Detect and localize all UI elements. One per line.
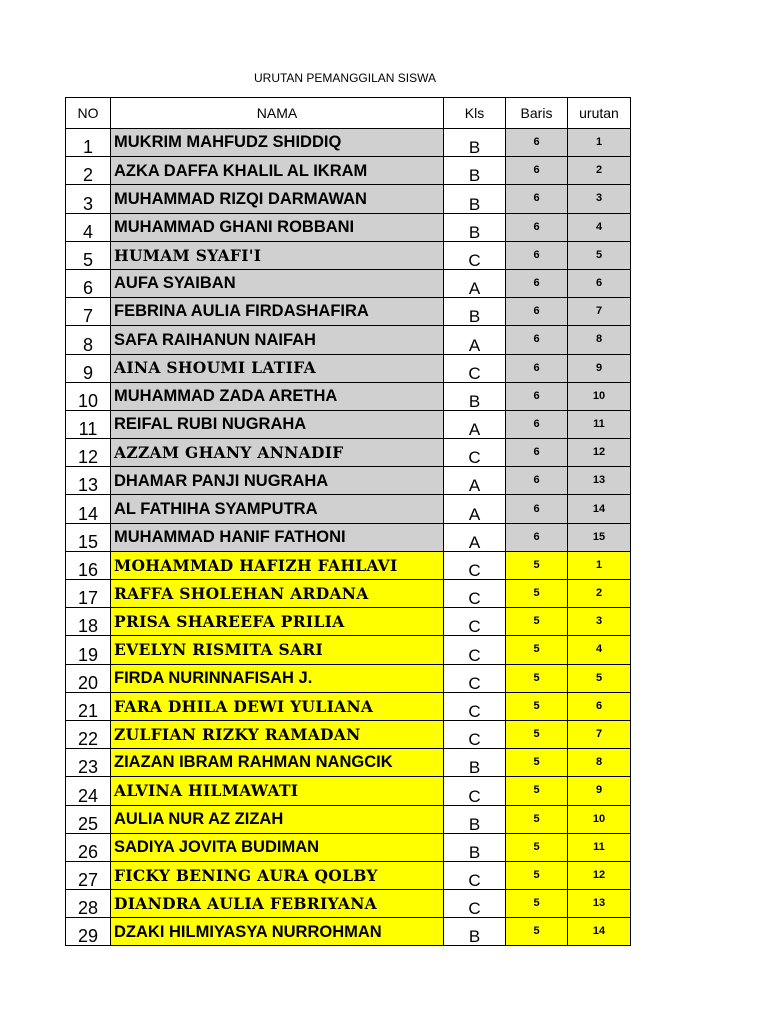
row-nama: DHAMAR PANJI NUGRAHA [111, 467, 444, 495]
row-kls: A [444, 495, 506, 523]
row-baris: 6 [506, 495, 568, 523]
row-kls: B [444, 213, 506, 241]
row-no: 5 [66, 241, 111, 269]
row-no: 6 [66, 269, 111, 297]
table-row [66, 861, 631, 889]
row-nama: MOHAMMAD HAFIZH FAHLAVI [111, 551, 444, 579]
row-no: 22 [66, 720, 111, 748]
row-kls: C [444, 636, 506, 664]
row-kls: C [444, 692, 506, 720]
row-nama: AULIA NUR AZ ZIZAH [111, 805, 444, 833]
row-baris: 6 [506, 382, 568, 410]
row-urutan: 14 [568, 495, 631, 523]
row-kls: B [444, 805, 506, 833]
row-baris: 6 [506, 523, 568, 551]
table-row [66, 890, 631, 918]
table-row [66, 410, 631, 438]
row-no: 12 [66, 439, 111, 467]
row-urutan: 3 [568, 185, 631, 213]
row-kls: B [444, 157, 506, 185]
row-nama: MUHAMMAD HANIF FATHONI [111, 523, 444, 551]
row-kls: C [444, 608, 506, 636]
table-row [66, 608, 631, 636]
row-urutan: 3 [568, 608, 631, 636]
row-nama: MUKRIM MAHFUDZ SHIDDIQ [111, 129, 444, 157]
row-kls: C [444, 580, 506, 608]
row-kls: C [444, 241, 506, 269]
row-baris: 6 [506, 241, 568, 269]
row-nama: AL FATHIHA SYAMPUTRA [111, 495, 444, 523]
row-no: 26 [66, 833, 111, 861]
row-urutan: 4 [568, 636, 631, 664]
row-kls: B [444, 918, 506, 946]
row-kls: B [444, 129, 506, 157]
row-no: 14 [66, 495, 111, 523]
row-kls: C [444, 439, 506, 467]
row-kls: C [444, 777, 506, 805]
row-urutan: 10 [568, 382, 631, 410]
row-nama: FICKY BENING AURA QOLBY [111, 861, 444, 889]
row-urutan: 8 [568, 749, 631, 777]
row-kls: C [444, 890, 506, 918]
table-row [66, 833, 631, 861]
row-urutan: 1 [568, 129, 631, 157]
row-no: 21 [66, 692, 111, 720]
row-baris: 6 [506, 213, 568, 241]
table-row [66, 129, 631, 157]
row-kls: A [444, 523, 506, 551]
table-row [66, 692, 631, 720]
row-baris: 6 [506, 157, 568, 185]
row-no: 16 [66, 551, 111, 579]
row-baris: 6 [506, 326, 568, 354]
row-kls: C [444, 720, 506, 748]
table-body [66, 129, 631, 946]
row-nama: AZZAM GHANY ANNADIF [111, 439, 444, 467]
header-urutan: urutan [568, 98, 631, 129]
table-row [66, 185, 631, 213]
row-baris: 6 [506, 439, 568, 467]
row-nama: SAFA RAIHANUN NAIFAH [111, 326, 444, 354]
student-call-order-table [65, 97, 631, 946]
row-nama: ZIAZAN IBRAM RAHMAN NANGCIK [111, 749, 444, 777]
row-nama: FARA DHILA DEWI YULIANA [111, 692, 444, 720]
row-urutan: 6 [568, 692, 631, 720]
row-kls: A [444, 326, 506, 354]
row-nama: HUMAM SYAFI'I [111, 241, 444, 269]
row-no: 7 [66, 298, 111, 326]
row-urutan: 10 [568, 805, 631, 833]
row-urutan: 2 [568, 580, 631, 608]
row-nama: REIFAL RUBI NUGRAHA [111, 410, 444, 438]
row-baris: 5 [506, 749, 568, 777]
table-row [66, 157, 631, 185]
row-baris: 5 [506, 551, 568, 579]
row-kls: A [444, 410, 506, 438]
table-row [66, 805, 631, 833]
row-kls: C [444, 551, 506, 579]
row-kls: C [444, 861, 506, 889]
row-urutan: 14 [568, 918, 631, 946]
row-no: 9 [66, 354, 111, 382]
row-urutan: 12 [568, 439, 631, 467]
row-baris: 5 [506, 580, 568, 608]
row-kls: B [444, 749, 506, 777]
row-urutan: 2 [568, 157, 631, 185]
row-no: 29 [66, 918, 111, 946]
table-row [66, 326, 631, 354]
table-row [66, 664, 631, 692]
row-nama: MUHAMMAD ZADA ARETHA [111, 382, 444, 410]
row-no: 2 [66, 157, 111, 185]
row-kls: C [444, 354, 506, 382]
row-urutan: 11 [568, 410, 631, 438]
table-row [66, 720, 631, 748]
row-baris: 5 [506, 608, 568, 636]
table-row [66, 918, 631, 946]
row-baris: 6 [506, 269, 568, 297]
row-urutan: 4 [568, 213, 631, 241]
row-no: 17 [66, 580, 111, 608]
row-baris: 5 [506, 636, 568, 664]
row-nama: FIRDA NURINNAFISAH J. [111, 664, 444, 692]
row-baris: 5 [506, 664, 568, 692]
page-title: URUTAN PEMANGGILAN SISWA [253, 71, 437, 85]
row-nama: DZAKI HILMIYASYA NURROHMAN [111, 918, 444, 946]
row-urutan: 7 [568, 720, 631, 748]
table-row [66, 298, 631, 326]
row-nama: RAFFA SHOLEHAN ARDANA [111, 580, 444, 608]
row-kls: A [444, 467, 506, 495]
row-urutan: 9 [568, 777, 631, 805]
row-kls: B [444, 833, 506, 861]
table-header-row [66, 98, 631, 129]
row-baris: 5 [506, 918, 568, 946]
row-baris: 6 [506, 129, 568, 157]
row-urutan: 5 [568, 664, 631, 692]
table-row [66, 523, 631, 551]
row-nama: PRISA SHAREEFA PRILIA [111, 608, 444, 636]
table-row [66, 439, 631, 467]
row-urutan: 8 [568, 326, 631, 354]
table-row [66, 382, 631, 410]
row-nama: SADIYA JOVITA BUDIMAN [111, 833, 444, 861]
row-nama: AUFA SYAIBAN [111, 269, 444, 297]
header-nama: NAMA [111, 98, 444, 129]
row-baris: 6 [506, 298, 568, 326]
table-row [66, 551, 631, 579]
row-no: 19 [66, 636, 111, 664]
row-nama: AINA SHOUMI LATIFA [111, 354, 444, 382]
row-no: 3 [66, 185, 111, 213]
row-baris: 5 [506, 861, 568, 889]
row-nama: ZULFIAN RIZKY RAMADAN [111, 720, 444, 748]
row-urutan: 13 [568, 467, 631, 495]
table-row [66, 241, 631, 269]
header-baris: Baris [506, 98, 568, 129]
row-no: 24 [66, 777, 111, 805]
row-kls: B [444, 298, 506, 326]
table-row [66, 777, 631, 805]
row-kls: C [444, 664, 506, 692]
row-no: 4 [66, 213, 111, 241]
row-baris: 5 [506, 777, 568, 805]
row-urutan: 11 [568, 833, 631, 861]
table-row [66, 495, 631, 523]
table-row [66, 354, 631, 382]
row-baris: 6 [506, 354, 568, 382]
row-no: 20 [66, 664, 111, 692]
row-baris: 5 [506, 833, 568, 861]
row-urutan: 7 [568, 298, 631, 326]
row-urutan: 1 [568, 551, 631, 579]
header-no: NO [66, 98, 111, 129]
row-nama: MUHAMMAD GHANI ROBBANI [111, 213, 444, 241]
row-baris: 6 [506, 467, 568, 495]
table-row [66, 269, 631, 297]
row-baris: 6 [506, 410, 568, 438]
row-baris: 5 [506, 805, 568, 833]
row-kls: B [444, 185, 506, 213]
row-urutan: 13 [568, 890, 631, 918]
row-nama: DIANDRA AULIA FEBRIYANA [111, 890, 444, 918]
row-nama: ALVINA HILMAWATI [111, 777, 444, 805]
row-urutan: 6 [568, 269, 631, 297]
row-baris: 5 [506, 890, 568, 918]
row-nama: EVELYN RISMITA SARI [111, 636, 444, 664]
row-baris: 5 [506, 720, 568, 748]
row-kls: B [444, 382, 506, 410]
row-no: 8 [66, 326, 111, 354]
row-no: 28 [66, 890, 111, 918]
row-kls: A [444, 269, 506, 297]
row-no: 27 [66, 861, 111, 889]
table-row [66, 467, 631, 495]
row-baris: 5 [506, 692, 568, 720]
row-urutan: 12 [568, 861, 631, 889]
row-no: 13 [66, 467, 111, 495]
row-no: 23 [66, 749, 111, 777]
row-no: 10 [66, 382, 111, 410]
table-row [66, 749, 631, 777]
row-urutan: 9 [568, 354, 631, 382]
header-kls: Kls [444, 98, 506, 129]
row-urutan: 15 [568, 523, 631, 551]
row-no: 15 [66, 523, 111, 551]
table-row [66, 213, 631, 241]
row-nama: FEBRINA AULIA FIRDASHAFIRA [111, 298, 444, 326]
row-nama: AZKA DAFFA KHALIL AL IKRAM [111, 157, 444, 185]
table-row [66, 636, 631, 664]
row-no: 25 [66, 805, 111, 833]
table-row [66, 580, 631, 608]
row-no: 1 [66, 129, 111, 157]
row-baris: 6 [506, 185, 568, 213]
row-no: 18 [66, 608, 111, 636]
row-nama: MUHAMMAD RIZQI DARMAWAN [111, 185, 444, 213]
row-no: 11 [66, 410, 111, 438]
row-urutan: 5 [568, 241, 631, 269]
